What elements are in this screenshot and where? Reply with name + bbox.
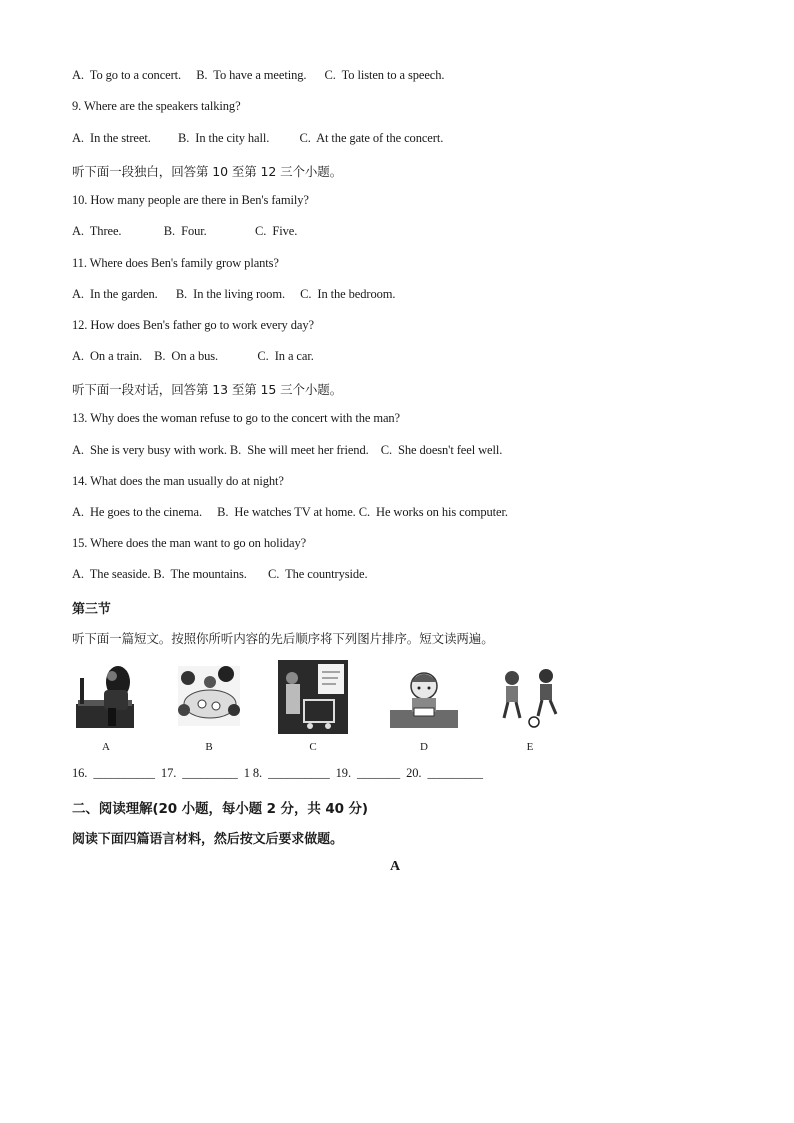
q11-question: 11. Where does Ben's family grow plants? xyxy=(72,256,279,270)
q11-options: A. In the garden. B. In the living room. C. In the bedroom. xyxy=(72,287,396,301)
picture-d-label: D xyxy=(420,741,428,753)
q9-options: A. In the street. B. In the city hall. C. At the gate of the concert. xyxy=(72,131,444,145)
q10-options: A. Three. B. Four. C. Five. xyxy=(72,224,298,238)
picture-a-label: A xyxy=(102,741,110,753)
q15-question: 15. Where does the man want to go on holiday? xyxy=(72,536,307,550)
picture-d-reading xyxy=(386,660,462,734)
q14-options: A. He goes to the cinema. B. He watches TV at home. C. He works on his computer. xyxy=(72,505,508,519)
picture-e-label: E xyxy=(526,741,534,753)
part2-heading: 二、阅读理解(20 小题，每小题 2 分，共 40 分) xyxy=(72,801,369,817)
picture-a-computer-user xyxy=(74,660,138,734)
q12-question: 12. How does Ben's father go to work every day? xyxy=(72,318,314,332)
picture-e-football xyxy=(494,660,564,734)
picture-c-label: C xyxy=(309,741,317,753)
dialogue-instruction: 听下面一段对话，回答第 13 至第 15 三个小题。 xyxy=(72,382,343,397)
q13-options: A. She is very busy with work. B. She will meet her friend. C. She doesn't feel well. xyxy=(72,443,503,457)
part2-instruction: 阅读下面四篇语言材料，然后按文后要求做题。 xyxy=(72,832,343,847)
answer-blanks[interactable]: 16. __________ 17. _________ 1 8. __________ 19. _______ 20. _________ xyxy=(72,766,483,780)
picture-b-label: B xyxy=(205,741,213,753)
q12-options: A. On a train. B. On a bus. C. In a car. xyxy=(72,349,314,363)
q10-question: 10. How many people are there in Ben's family? xyxy=(72,193,309,207)
section3-heading: 第三节 xyxy=(72,602,111,617)
q9-question: 9. Where are the speakers talking? xyxy=(72,99,241,113)
picture-c-shopping xyxy=(278,660,348,734)
monologue-instruction: 听下面一段独白，回答第 10 至第 12 三个小题。 xyxy=(72,164,343,179)
passage-a-label: A xyxy=(390,859,401,874)
q15-options: A. The seaside. B. The mountains. C. The countryside. xyxy=(72,567,368,581)
picture-b-family-meal xyxy=(174,660,244,734)
section3-instruction: 听下面一篇短文。按照你所听内容的先后顺序将下列图片排序。短文读两遍。 xyxy=(72,631,494,646)
q13-question: 13. Why does the woman refuse to go to the concert with the man? xyxy=(72,411,400,425)
q14-question: 14. What does the man usually do at night? xyxy=(72,474,284,488)
q8-options: A. To go to a concert. B. To have a meeting. C. To listen to a speech. xyxy=(72,68,445,82)
